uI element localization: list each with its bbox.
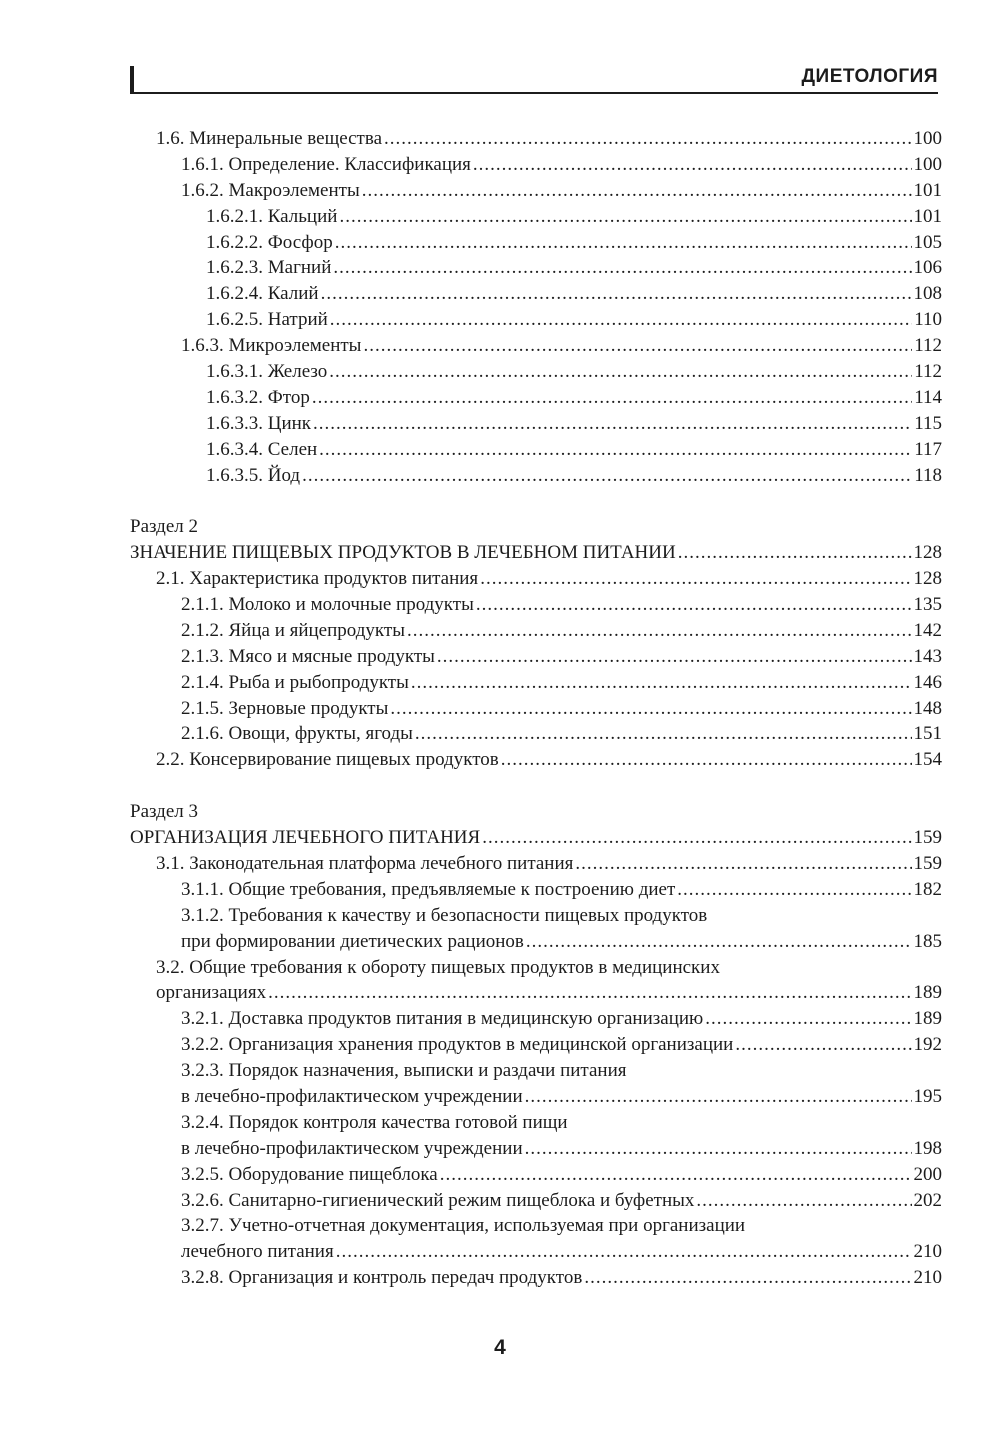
toc-entry-label [156, 851, 573, 877]
toc-entry-number: 3.2.3. [181, 1060, 224, 1082]
toc-entry-text: Организация и контроль передач продуктов [228, 1267, 583, 1289]
toc-entry-line[interactable] [130, 903, 942, 929]
toc-entry-page: 108 [913, 283, 942, 305]
toc-entry[interactable] [130, 178, 942, 204]
page-number: 4 [494, 1336, 506, 1359]
toc-entry-number: 3.1.1. [181, 878, 224, 900]
toc-entry-number: 3.2.5. [181, 1163, 224, 1185]
toc-entry[interactable] [130, 644, 942, 670]
toc-entry-label [206, 359, 327, 385]
leader-dots [333, 255, 911, 281]
toc-entry[interactable] [130, 1136, 942, 1162]
toc-entry-text: Йод [267, 464, 301, 486]
toc-entry[interactable] [130, 307, 942, 333]
toc-entry-number: 1.6.2.1. [206, 205, 263, 227]
toc-entry-label [206, 463, 300, 489]
toc-entry[interactable] [130, 1006, 942, 1032]
toc-entry-text: Учетно-отчетная документация, используемая при организации [228, 1215, 746, 1237]
toc-entry[interactable] [130, 747, 942, 773]
toc-entry-page: 118 [914, 464, 942, 486]
toc-entry-continuation: лечебного питания [181, 1241, 334, 1263]
section-title: ОРГАНИЗАЦИЯ ЛЕЧЕБНОГО ПИТАНИЯ [130, 827, 481, 849]
toc-section-2 [130, 514, 942, 773]
toc-entry-number: 2.1.1. [181, 594, 224, 616]
toc-section-3 [130, 799, 942, 1291]
toc-entry-text: Порядок контроля качества готовой пищи [228, 1111, 568, 1133]
toc-entry-text: Зерновые продукты [228, 697, 389, 719]
toc-entry-label [181, 721, 413, 747]
toc-entry-text: Овощи, фрукты, ягоды [228, 723, 413, 745]
toc-entry[interactable] [130, 618, 942, 644]
toc-entry-number: 1.6.1. [181, 153, 224, 175]
toc-entry-page: 200 [913, 1163, 942, 1185]
toc-entry-text: Определение. Классификация [228, 153, 471, 175]
leader-dots [678, 540, 912, 566]
toc-entry-label [181, 644, 435, 670]
toc-entry-page: 195 [913, 1085, 942, 1107]
section-title-row[interactable] [130, 540, 942, 566]
toc-entry-page: 114 [914, 386, 942, 408]
toc-entry-page: 105 [913, 231, 942, 253]
toc-entry-number: 1.6. [156, 128, 185, 149]
leader-dots [390, 696, 911, 722]
toc-entry-number: 1.6.3.2. [206, 386, 263, 408]
leader-dots [415, 721, 912, 747]
leader-dots [482, 825, 911, 851]
toc-entry[interactable] [130, 204, 942, 230]
section-2-entries [130, 566, 942, 773]
toc-entry-text: Макроэлементы [228, 179, 360, 201]
toc-entry[interactable] [130, 230, 942, 256]
toc-entry-number: 2.2. [156, 749, 185, 771]
toc-entry-label [206, 411, 311, 437]
toc-entry[interactable] [130, 281, 942, 307]
toc-entry-number: 2.1. [156, 568, 185, 590]
leader-dots [525, 1136, 912, 1162]
toc-entry-label [156, 747, 499, 773]
toc-entry-number: 3.2.6. [181, 1189, 224, 1211]
leader-dots [526, 929, 912, 955]
header-rule [130, 92, 938, 94]
toc-entry-number: 2.1.4. [181, 671, 224, 693]
toc-entry-line[interactable] [130, 1058, 942, 1084]
toc-entry-number: 2.1.6. [181, 723, 224, 745]
toc-entry-number: 1.6.3.5. [206, 464, 263, 486]
leader-dots [696, 1188, 911, 1214]
toc-entry-text: Организация хранения продуктов в медицинской организации [228, 1034, 734, 1056]
toc-entry-label [181, 592, 474, 618]
leader-dots [312, 385, 912, 411]
leader-dots [473, 152, 912, 178]
toc-entry-text: Молоко и молочные продукты [228, 594, 474, 616]
toc-entry-text: Микроэлементы [228, 335, 362, 357]
leader-dots [476, 592, 912, 618]
section-page: 159 [913, 827, 942, 849]
toc-entry-text: Мясо и мясные продукты [228, 645, 435, 667]
leader-dots [407, 618, 912, 644]
toc-entry-page: 101 [913, 205, 942, 227]
toc-entry[interactable] [130, 1084, 942, 1110]
toc-entry-continuation: в лечебно-профилактическом учреждении [181, 1085, 523, 1107]
toc-entry-page: 210 [913, 1267, 942, 1289]
toc-entry-label [206, 255, 331, 281]
toc-entry-label [181, 670, 409, 696]
toc-entry-label [181, 178, 360, 204]
leader-dots [480, 566, 911, 592]
toc-entry-number: 2.1.5. [181, 697, 224, 719]
toc-entry-label [181, 696, 388, 722]
toc-entry-label [181, 1188, 694, 1214]
toc-entry-label [181, 1032, 733, 1058]
section-title-row[interactable] [130, 825, 942, 851]
toc-entry-number: 1.6.2.4. [206, 283, 263, 305]
toc-entry-page: 100 [913, 128, 942, 149]
toc-entry-number: 1.6.2.5. [206, 309, 263, 331]
toc-entry-text: Законодательная платформа лечебного питания [189, 852, 574, 874]
toc-entry-number: 3.2.2. [181, 1034, 224, 1056]
toc-entry-label [206, 437, 317, 463]
toc-entry-number: 1.6.3.4. [206, 438, 263, 460]
toc-entry-label [181, 152, 471, 178]
leader-dots [437, 644, 912, 670]
toc-entry-page: 135 [913, 594, 942, 616]
toc-entry-page: 143 [913, 645, 942, 667]
toc-entry-label [181, 1006, 703, 1032]
toc-entry-text: Оборудование пищеблока [228, 1163, 438, 1185]
leader-dots [384, 126, 912, 152]
leader-dots [584, 1265, 911, 1291]
leader-dots [329, 359, 912, 385]
toc-entry-page: 182 [913, 878, 942, 900]
toc-entry-page: 189 [913, 1008, 942, 1030]
toc-entry[interactable] [130, 1239, 942, 1265]
toc-entry[interactable] [130, 566, 942, 592]
section-page: 128 [913, 542, 942, 564]
toc-entry-text: Кальций [267, 205, 338, 227]
toc-entry-number: 1.6.3.1. [206, 361, 263, 383]
leader-dots [411, 670, 912, 696]
toc-entry-page: 159 [913, 852, 942, 874]
toc-entry[interactable] [130, 721, 942, 747]
header-left-bar [130, 66, 134, 94]
leader-dots [440, 1162, 912, 1188]
toc-entry-page: 106 [913, 257, 942, 279]
toc-entry[interactable] [130, 1162, 942, 1188]
toc-entry-number: 3.1. [156, 852, 185, 874]
toc-entry-label [206, 385, 310, 411]
toc-entry-line[interactable] [130, 1213, 942, 1239]
toc-entry[interactable] [130, 385, 942, 411]
toc-entry-text: Рыба и рыбопродукты [228, 671, 409, 693]
toc-entry[interactable] [130, 696, 942, 722]
leader-dots [321, 281, 912, 307]
toc-entry[interactable] [130, 980, 942, 1006]
toc-entry[interactable] [130, 152, 942, 178]
toc-entry-text: Яйца и яйцепродукты [228, 619, 405, 641]
toc-entry-label [206, 204, 337, 230]
toc-entry-number: 3.1.2. [181, 904, 224, 926]
toc-entry-number: 3.2. [156, 956, 185, 978]
toc-entry-text: Общие требования к обороту пищевых продуктов в медицинских [189, 956, 720, 978]
toc-entry-page: 146 [913, 671, 942, 693]
toc-entry-number: 2.1.3. [181, 645, 224, 667]
toc-entry-page: 192 [913, 1034, 942, 1056]
toc-entry-continuation: организациях [156, 982, 267, 1004]
toc-entry-label [181, 877, 675, 903]
toc-entry[interactable] [130, 126, 942, 152]
leader-dots [501, 747, 912, 773]
toc-entry-label [156, 566, 478, 592]
toc-entry[interactable] [130, 411, 942, 437]
running-header-title: ДИЕТОЛОГИЯ [801, 66, 938, 87]
toc-entry[interactable] [130, 1188, 942, 1214]
toc-entry[interactable] [130, 463, 942, 489]
toc-entry-label [181, 618, 405, 644]
toc-block-minerals [130, 126, 942, 488]
toc-entry-number: 1.6.3. [181, 335, 224, 357]
toc-entry-text: Цинк [267, 412, 312, 434]
toc-entry[interactable] [130, 333, 942, 359]
toc-entry-number: 1.6.2. [181, 179, 224, 201]
toc-entry-label [181, 1265, 582, 1291]
toc-entry-text: Требования к качеству и безопасности пищевых продуктов [228, 904, 708, 926]
toc-entry-page: 148 [913, 697, 942, 719]
toc-entry-page: 110 [914, 309, 942, 331]
toc-entry-number: 3.2.4. [181, 1111, 224, 1133]
toc-entry-number: 1.6.3.3. [206, 412, 263, 434]
section-title: ЗНАЧЕНИЕ ПИЩЕВЫХ ПРОДУКТОВ В ЛЕЧЕБНОМ ПИТАНИИ [130, 542, 676, 564]
toc-entry-text: Консервирование пищевых продуктов [189, 749, 499, 771]
toc-entry[interactable] [130, 851, 942, 877]
toc-entry-text: Характеристика продуктов питания [189, 568, 479, 590]
leader-dots [268, 980, 911, 1006]
toc-entry[interactable] [130, 359, 942, 385]
toc-entry[interactable] [130, 255, 942, 281]
toc-entry-text: Доставка продуктов питания в медицинскую организацию [228, 1008, 704, 1030]
leader-dots [313, 411, 912, 437]
toc-entry-page: 128 [913, 568, 942, 590]
toc-entry-page: 117 [914, 438, 942, 460]
toc-entry-continuation: в лечебно-профилактическом учреждении [181, 1137, 523, 1159]
toc-entry-number: 1.6.2.3. [206, 257, 263, 279]
toc-entry-number: 1.6.2.2. [206, 231, 263, 253]
section-label: Раздел 3 [130, 801, 198, 823]
toc-entry-line[interactable] [130, 955, 942, 981]
leader-dots [330, 307, 912, 333]
leader-dots [677, 877, 911, 903]
toc-entry[interactable] [130, 1265, 942, 1291]
leader-dots [362, 178, 912, 204]
toc-entry-page: 112 [914, 335, 942, 357]
leader-dots [575, 851, 911, 877]
toc-entry-text: Магний [267, 257, 332, 279]
toc-entry-page: 142 [913, 619, 942, 641]
toc-entry-page: 198 [913, 1137, 942, 1159]
leader-dots [319, 437, 912, 463]
toc-entry-text: Железо [267, 361, 328, 383]
toc-entry[interactable] [130, 592, 942, 618]
leader-dots [335, 230, 912, 256]
toc-entry-page: 185 [913, 930, 942, 952]
section-label: Раздел 2 [130, 516, 198, 538]
toc-entry-number: 3.2.1. [181, 1008, 224, 1030]
toc-entry[interactable] [130, 437, 942, 463]
leader-dots [339, 204, 911, 230]
toc-entry-text: Общие требования, предъявляемые к построению диет [228, 878, 676, 900]
toc-entry[interactable] [130, 877, 942, 903]
toc-entry-label [206, 230, 333, 256]
toc-entry-text: Селен [267, 438, 318, 460]
toc-entry-text: Минеральные вещества [189, 128, 382, 149]
toc-entry-page: 154 [913, 749, 942, 771]
leader-dots [302, 463, 912, 489]
toc-entry-page: 151 [913, 723, 942, 745]
toc-entry-page: 101 [913, 179, 942, 201]
toc-entry-text: Натрий [267, 309, 328, 331]
leader-dots [525, 1084, 912, 1110]
toc-entry-continuation: при формировании диетических рационов [181, 930, 524, 952]
toc-entry-number: 3.2.7. [181, 1215, 224, 1237]
toc-entry-text: Санитарно-гигиенический режим пищеблока и буфетных [228, 1189, 695, 1211]
toc-entry-label [206, 307, 328, 333]
toc-entry[interactable] [130, 670, 942, 696]
leader-dots [336, 1239, 912, 1265]
toc-entry-text: Порядок назначения, выписки и раздачи питания [228, 1060, 627, 1082]
leader-dots [363, 333, 912, 359]
toc-entry-text: Калий [267, 283, 319, 305]
section-3-entries [130, 851, 942, 1291]
running-header [130, 60, 938, 94]
toc-entry-text: Фосфор [267, 231, 333, 253]
table-of-contents [130, 126, 942, 1291]
toc-entry-number: 2.1.2. [181, 619, 224, 641]
toc-entry-line[interactable] [130, 1110, 942, 1136]
toc-entry-label [181, 333, 361, 359]
toc-entry-text: Фтор [267, 386, 310, 408]
toc-entry-page: 210 [913, 1241, 942, 1263]
leader-dots [705, 1006, 911, 1032]
leader-dots [735, 1032, 911, 1058]
toc-entry-page: 189 [913, 982, 942, 1004]
toc-entry[interactable] [130, 1032, 942, 1058]
toc-entry[interactable] [130, 929, 942, 955]
toc-entry-label [156, 126, 382, 152]
toc-entry-page: 202 [913, 1189, 942, 1211]
toc-entry-page: 112 [914, 361, 942, 383]
toc-entry-number: 3.2.8. [181, 1267, 224, 1289]
toc-entry-page: 100 [913, 153, 942, 175]
toc-entry-label [206, 281, 319, 307]
toc-entry-label [181, 1162, 438, 1188]
toc-entry-page: 115 [914, 412, 942, 434]
